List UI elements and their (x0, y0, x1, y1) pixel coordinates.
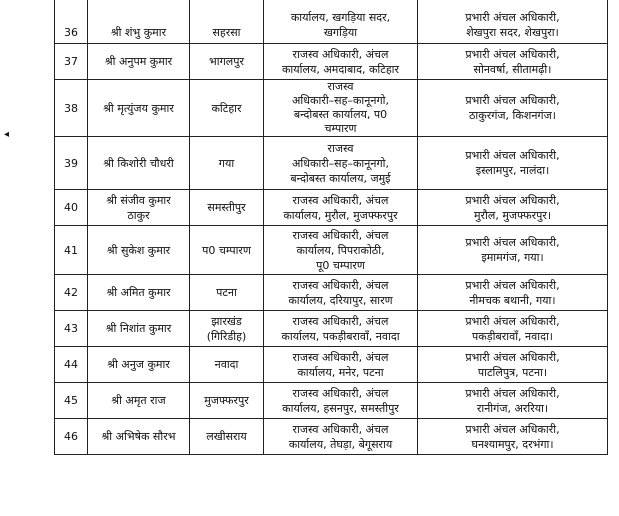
home-district: कटिहार (190, 80, 264, 137)
serial-number: 44 (55, 347, 88, 383)
serial-number: 38 (55, 80, 88, 137)
current-posting: राजस्व अधिकारी, अंचल कार्यालय, मनेर, पटना (264, 347, 418, 383)
current-posting: राजस्व अधिकारी, अंचल कार्यालय, मुरौल, मुजफ्फरपुर (264, 190, 418, 226)
new-posting: प्रभारी अंचल अधिकारी, नीमचक बथानी, गया। (418, 275, 608, 311)
table-row (55, 383, 608, 419)
current-posting: राजस्व अधिकारी, अंचल कार्यालय, दरियापुर, सारण (264, 275, 418, 311)
margin-bullet-mark: ◂ (4, 129, 10, 140)
home-district: सहरसा (190, 0, 264, 44)
serial-number: 40 (55, 190, 88, 226)
officer-name: श्री अमृत राज (88, 383, 190, 419)
serial-number: 37 (55, 44, 88, 80)
table-row (55, 44, 608, 80)
home-district: पटना (190, 275, 264, 311)
serial-number: 46 (55, 419, 88, 455)
table-row (55, 311, 608, 347)
current-posting: राजस्व अधिकारी–सह–कानूनगो, बन्दोबस्त कार्यालय, जमुई (264, 137, 418, 190)
serial-number: 39 (55, 137, 88, 190)
transfer-table (54, 0, 608, 455)
officer-name: श्री निशांत कुमार (88, 311, 190, 347)
officer-name: श्री संजीव कुमार ठाकुर (88, 190, 190, 226)
serial-number: 36 (55, 0, 88, 44)
new-posting: प्रभारी अंचल अधिकारी, इस्लामपुर, नालंदा। (418, 137, 608, 190)
current-posting: राजस्व अधिकारी, अंचल कार्यालय, तेघड़ा, बेगूसराय (264, 419, 418, 455)
home-district: समस्तीपुर (190, 190, 264, 226)
current-posting: राजस्व अधिकारी, अंचल कार्यालय, अमदाबाद, कटिहार (264, 44, 418, 80)
officer-name: श्री सुकेश कुमार (88, 226, 190, 275)
home-district: झारखंड (गिरिडीह) (190, 311, 264, 347)
new-posting: प्रभारी अंचल अधिकारी, घनश्यामपुर, दरभंगा। (418, 419, 608, 455)
table-row (55, 347, 608, 383)
table-row (55, 0, 608, 44)
new-posting: प्रभारी अंचल अधिकारी, पाटलिपुत्र, पटना। (418, 347, 608, 383)
new-posting: प्रभारी अंचल अधिकारी, मुरौल, मुजफ्फरपुर। (418, 190, 608, 226)
table-row (55, 226, 608, 275)
home-district: लखीसराय (190, 419, 264, 455)
officer-name: श्री अनुपम कुमार (88, 44, 190, 80)
current-posting: राजस्व अधिकारी–सह–कानूनगो, बन्दोबस्त कार्यालय, प0 चम्पारण (264, 80, 418, 137)
new-posting: प्रभारी अंचल अधिकारी, ठाकुरगंज, किशनगंज। (418, 80, 608, 137)
new-posting: प्रभारी अंचल अधिकारी, पकड़ीबरावाँ, नवादा। (418, 311, 608, 347)
home-district: मुजफ्फरपुर (190, 383, 264, 419)
new-posting: प्रभारी अंचल अधिकारी, इमामगंज, गया। (418, 226, 608, 275)
officer-name: श्री शंभु कुमार (88, 0, 190, 44)
table-row (55, 190, 608, 226)
table-row (55, 275, 608, 311)
current-posting: राजस्व अधिकारी, अंचल कार्यालय, पकड़ीबरावाँ, नवादा (264, 311, 418, 347)
officer-name: श्री मृत्युंजय कुमार (88, 80, 190, 137)
serial-number: 45 (55, 383, 88, 419)
current-posting: कार्यालय, खगड़िया सदर, खगड़िया (264, 0, 418, 44)
officer-name: श्री किशोरी चौधरी (88, 137, 190, 190)
table-row (55, 137, 608, 190)
officer-name: श्री अनुज कुमार (88, 347, 190, 383)
officer-name: श्री अमित कुमार (88, 275, 190, 311)
table-row (55, 419, 608, 455)
new-posting: प्रभारी अंचल अधिकारी, रानीगंज, अररिया। (418, 383, 608, 419)
serial-number: 43 (55, 311, 88, 347)
table-row (55, 80, 608, 137)
current-posting: राजस्व अधिकारी, अंचल कार्यालय, हसनपुर, समस्तीपुर (264, 383, 418, 419)
serial-number: 41 (55, 226, 88, 275)
home-district: भागलपुर (190, 44, 264, 80)
serial-number: 42 (55, 275, 88, 311)
home-district: गया (190, 137, 264, 190)
new-posting: प्रभारी अंचल अधिकारी, शेखपुरा सदर, शेखपुरा। (418, 0, 608, 44)
new-posting: प्रभारी अंचल अधिकारी, सोनवर्षा, सीतामढ़ी। (418, 44, 608, 80)
home-district: प0 चम्पारण (190, 226, 264, 275)
officer-name: श्री अभिषेक सौरभ (88, 419, 190, 455)
current-posting: राजस्व अधिकारी, अंचल कार्यालय, पिपराकोठी, पू0 चम्पारण (264, 226, 418, 275)
home-district: नवादा (190, 347, 264, 383)
